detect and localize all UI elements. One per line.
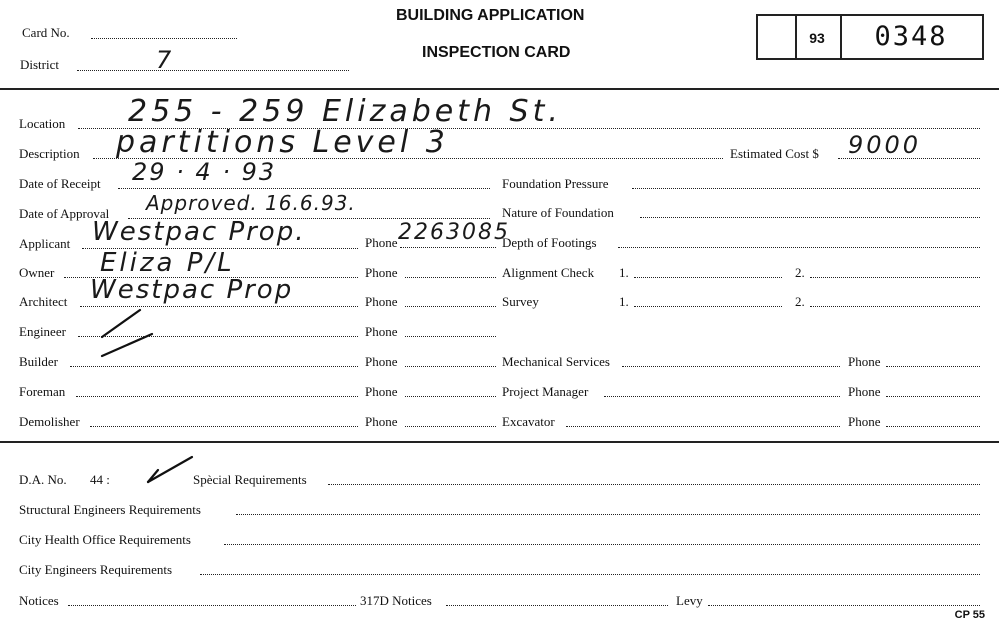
survey-label: Survey (502, 294, 539, 309)
foreman-field[interactable] (76, 396, 358, 397)
survey-item-1: 1. (619, 294, 629, 309)
notices-label: Notices (19, 593, 59, 608)
health-requirements-field[interactable] (224, 544, 980, 545)
excavator-field[interactable] (566, 426, 840, 427)
architect-label: Architect (19, 294, 68, 309)
demolisher-phone-label: Phone (365, 414, 398, 429)
nature-foundation-label: Nature of Foundation (502, 205, 614, 220)
architect-phone-label: Phone (365, 294, 398, 309)
mechanical-phone-label: Phone (848, 354, 881, 369)
owner-phone-field[interactable] (405, 277, 496, 278)
builder-field[interactable] (70, 366, 358, 367)
owner-value: Eliza P/L (100, 248, 235, 278)
engineer-phone-field[interactable] (405, 336, 496, 337)
excavator-label: Excavator (502, 414, 555, 429)
description-label: Description (19, 146, 80, 161)
engineer-field[interactable] (78, 336, 358, 337)
engineer-label: Engineer (19, 324, 66, 339)
district-value: 7 (156, 46, 173, 74)
section-divider (0, 441, 999, 443)
mechanical-label: Mechanical Services (502, 354, 610, 369)
builder-phone-label: Phone (365, 354, 398, 369)
notices-field[interactable] (68, 605, 356, 606)
card-no-label: Card No. (22, 25, 70, 40)
alignment-item-1: 1. (619, 265, 629, 280)
structural-requirements-label: Structural Engineers Requirements (19, 502, 201, 517)
mechanical-field[interactable] (622, 366, 840, 367)
project-manager-label: Project Manager (502, 384, 589, 399)
architect-field[interactable] (80, 306, 358, 307)
year-box: 93 (809, 30, 825, 46)
location-label: Location (19, 116, 66, 131)
survey-item-2: 2. (795, 294, 805, 309)
architect-value: Westpac Prop (90, 275, 294, 305)
excavator-phone-label: Phone (848, 414, 881, 429)
depth-footings-field[interactable] (618, 247, 980, 248)
city-engineers-requirements-field[interactable] (200, 574, 980, 575)
applicant-label: Applicant (19, 236, 71, 251)
district-field[interactable] (77, 70, 349, 71)
location-value: 255 - 259 Elizabeth St. (128, 94, 562, 129)
foreman-phone-label: Phone (365, 384, 398, 399)
foreman-phone-field[interactable] (405, 396, 496, 397)
applicant-value: Westpac Prop. (92, 217, 306, 247)
form-title-line1: BUILDING APPLICATION (396, 7, 585, 24)
special-requirements-field[interactable] (328, 484, 980, 485)
da-check-tail (148, 470, 158, 482)
depth-footings-label: Depth of Footings (502, 235, 597, 250)
description-value: partitions Level 3 (116, 125, 449, 160)
excavator-phone-field[interactable] (886, 426, 980, 427)
demolisher-label: Demolisher (19, 414, 80, 429)
structural-requirements-field[interactable] (236, 514, 980, 515)
project-manager-field[interactable] (604, 396, 840, 397)
owner-phone-label: Phone (365, 265, 398, 280)
builder-slash-mark (102, 334, 152, 356)
demolisher-field[interactable] (90, 426, 358, 427)
notices-317d-field[interactable] (446, 605, 668, 606)
da-no-label: D.A. No. (19, 472, 67, 487)
header-divider (0, 88, 999, 90)
alignment-field-1[interactable] (634, 277, 782, 278)
builder-label: Builder (19, 354, 58, 369)
date-approval-label: Date of Approval (19, 206, 110, 221)
form-title-line2: INSPECTION CARD (422, 44, 571, 61)
alignment-item-2: 2. (795, 265, 805, 280)
applicant-phone-label: Phone (365, 235, 398, 250)
foreman-label: Foreman (19, 384, 66, 399)
special-requirements-label: Spècial Requirements (193, 472, 307, 487)
date-receipt-field[interactable] (118, 188, 490, 189)
city-engineers-requirements-label: City Engineers Requirements (19, 562, 173, 577)
survey-field-1[interactable] (634, 306, 782, 307)
district-label: District (20, 57, 59, 72)
da-no-value: 44 : (90, 472, 110, 487)
levy-field[interactable] (708, 605, 980, 606)
date-approval-value: Approved. 16.6.93. (146, 191, 356, 215)
date-receipt-label: Date of Receipt (19, 176, 101, 191)
engineer-slash-mark (102, 310, 140, 337)
foundation-pressure-label: Foundation Pressure (502, 176, 609, 191)
nature-foundation-field[interactable] (640, 217, 980, 218)
date-receipt-value: 29 · 4 · 93 (132, 158, 277, 186)
estimated-cost-label: Estimated Cost $ (730, 146, 819, 161)
architect-phone-field[interactable] (405, 306, 496, 307)
mechanical-phone-field[interactable] (886, 366, 980, 367)
foundation-pressure-field[interactable] (632, 188, 980, 189)
alignment-field-2[interactable] (810, 277, 980, 278)
form-code: CP 55 (954, 609, 985, 621)
alignment-check-label: Alignment Check (502, 265, 595, 280)
engineer-phone-label: Phone (365, 324, 398, 339)
estimated-cost-value: 9000 (848, 131, 922, 159)
applicant-phone-value: 2263085 (398, 220, 510, 245)
project-manager-phone-label: Phone (848, 384, 881, 399)
demolisher-phone-field[interactable] (405, 426, 496, 427)
card-no-field[interactable] (91, 38, 237, 39)
owner-label: Owner (19, 265, 55, 280)
survey-field-2[interactable] (810, 306, 980, 307)
notices-317d-label: 317D Notices (360, 593, 432, 608)
project-manager-phone-field[interactable] (886, 396, 980, 397)
health-requirements-label: City Health Office Requirements (19, 532, 191, 547)
builder-phone-field[interactable] (405, 366, 496, 367)
levy-label: Levy (676, 593, 703, 608)
applicant-phone-field[interactable] (400, 247, 496, 248)
da-check-mark (148, 457, 192, 482)
card-number: 0348 (874, 21, 948, 52)
